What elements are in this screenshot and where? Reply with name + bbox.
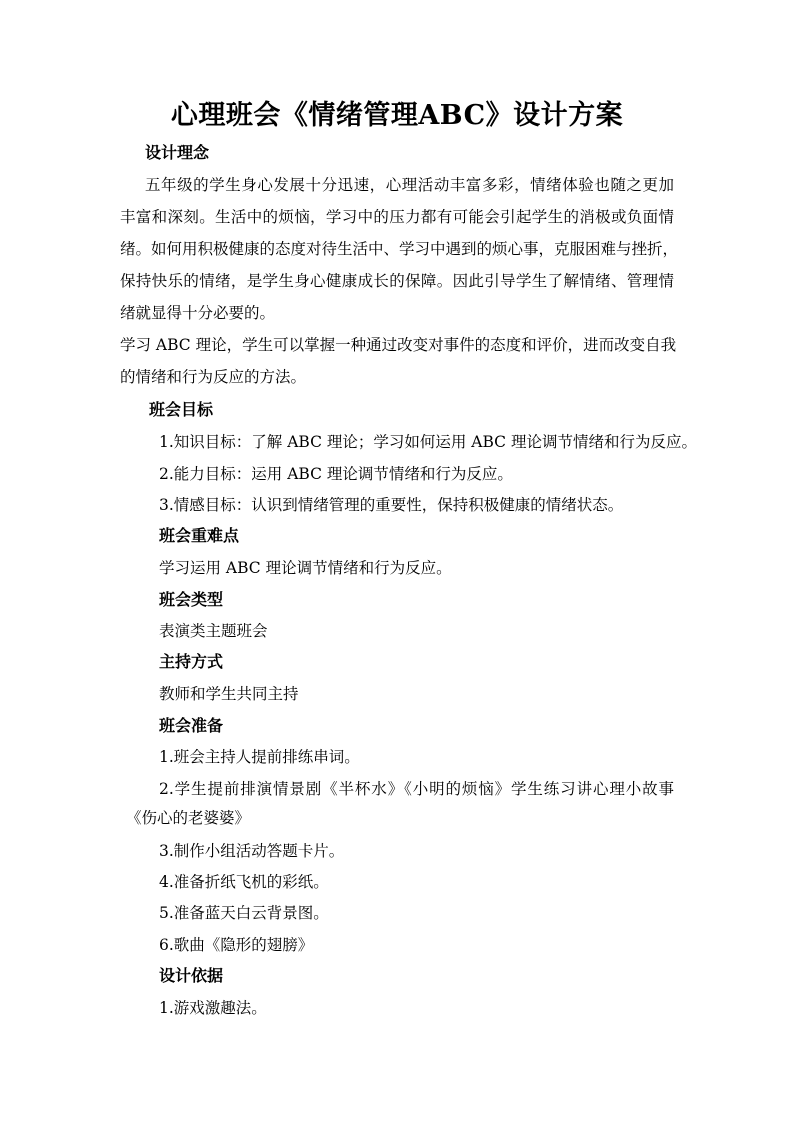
- goal-item: 3.情感目标：认识到情绪管理的重要性，保持积极健康的情绪状态。: [159, 496, 624, 514]
- design-basis-item: 1.游戏激趣法。: [159, 999, 267, 1017]
- heading-preparation: 班会准备: [159, 716, 224, 735]
- paragraph-line: 绪就显得十分必要的。: [120, 304, 276, 322]
- paragraph-line: 五年级的学生身心发展十分迅速，心理活动丰富多彩，情绪体验也随之更加: [145, 176, 674, 194]
- goal-item: 2.能力目标：运用 ABC 理论调节情绪和行为反应。: [159, 465, 513, 483]
- paragraph-line: 学习 ABC 理论，学生可以掌握一种通过改变对事件的态度和评价，进而改变自我: [120, 336, 677, 354]
- heading-key-points: 班会重难点: [159, 526, 240, 545]
- heading-goals: 班会目标: [149, 400, 214, 419]
- paragraph-line: 保持快乐的情绪，是学生身心健康成长的保障。因此引导学生了解情绪、管理情: [120, 272, 674, 290]
- document-title: 心理班会《情绪管理ABC》设计方案: [170, 100, 624, 131]
- heading-meeting-type: 班会类型: [159, 590, 224, 609]
- preparation-item: 6.歌曲《隐形的翅膀》: [159, 936, 314, 954]
- host-method-text: 教师和学生共同主持: [159, 685, 299, 703]
- paragraph-line: 绪。如何用积极健康的态度对待生活中、学习中遇到的烦心事，克服困难与挫折，: [120, 240, 679, 258]
- preparation-item: 5.准备蓝天白云背景图。: [159, 904, 329, 922]
- preparation-item: 2.学生提前排演情景剧《半杯水》《小明的烦恼》学生练习讲心理小故事: [159, 780, 674, 798]
- meeting-type-text: 表演类主题班会: [159, 622, 268, 640]
- heading-design-concept: 设计理念: [145, 143, 210, 162]
- preparation-item: 3.制作小组活动答题卡片。: [159, 842, 345, 860]
- paragraph-line: 的情绪和行为反应的方法。: [120, 368, 307, 386]
- preparation-item: 4.准备折纸飞机的彩纸。: [159, 873, 329, 891]
- paragraph-line: 丰富和深刻。生活中的烦恼，学习中的压力都有可能会引起学生的消极或负面情: [120, 208, 674, 226]
- heading-host-method: 主持方式: [159, 652, 224, 671]
- heading-design-basis: 设计依据: [159, 966, 224, 985]
- preparation-item: 1.班会主持人提前排练串词。: [159, 748, 360, 766]
- preparation-item: 《伤心的老婆婆》: [126, 809, 251, 827]
- goal-item: 1.知识目标：了解 ABC 理论；学习如何运用 ABC 理论调节情绪和行为反应。: [159, 433, 697, 451]
- key-points-text: 学习运用 ABC 理论调节情绪和行为反应。: [159, 559, 452, 577]
